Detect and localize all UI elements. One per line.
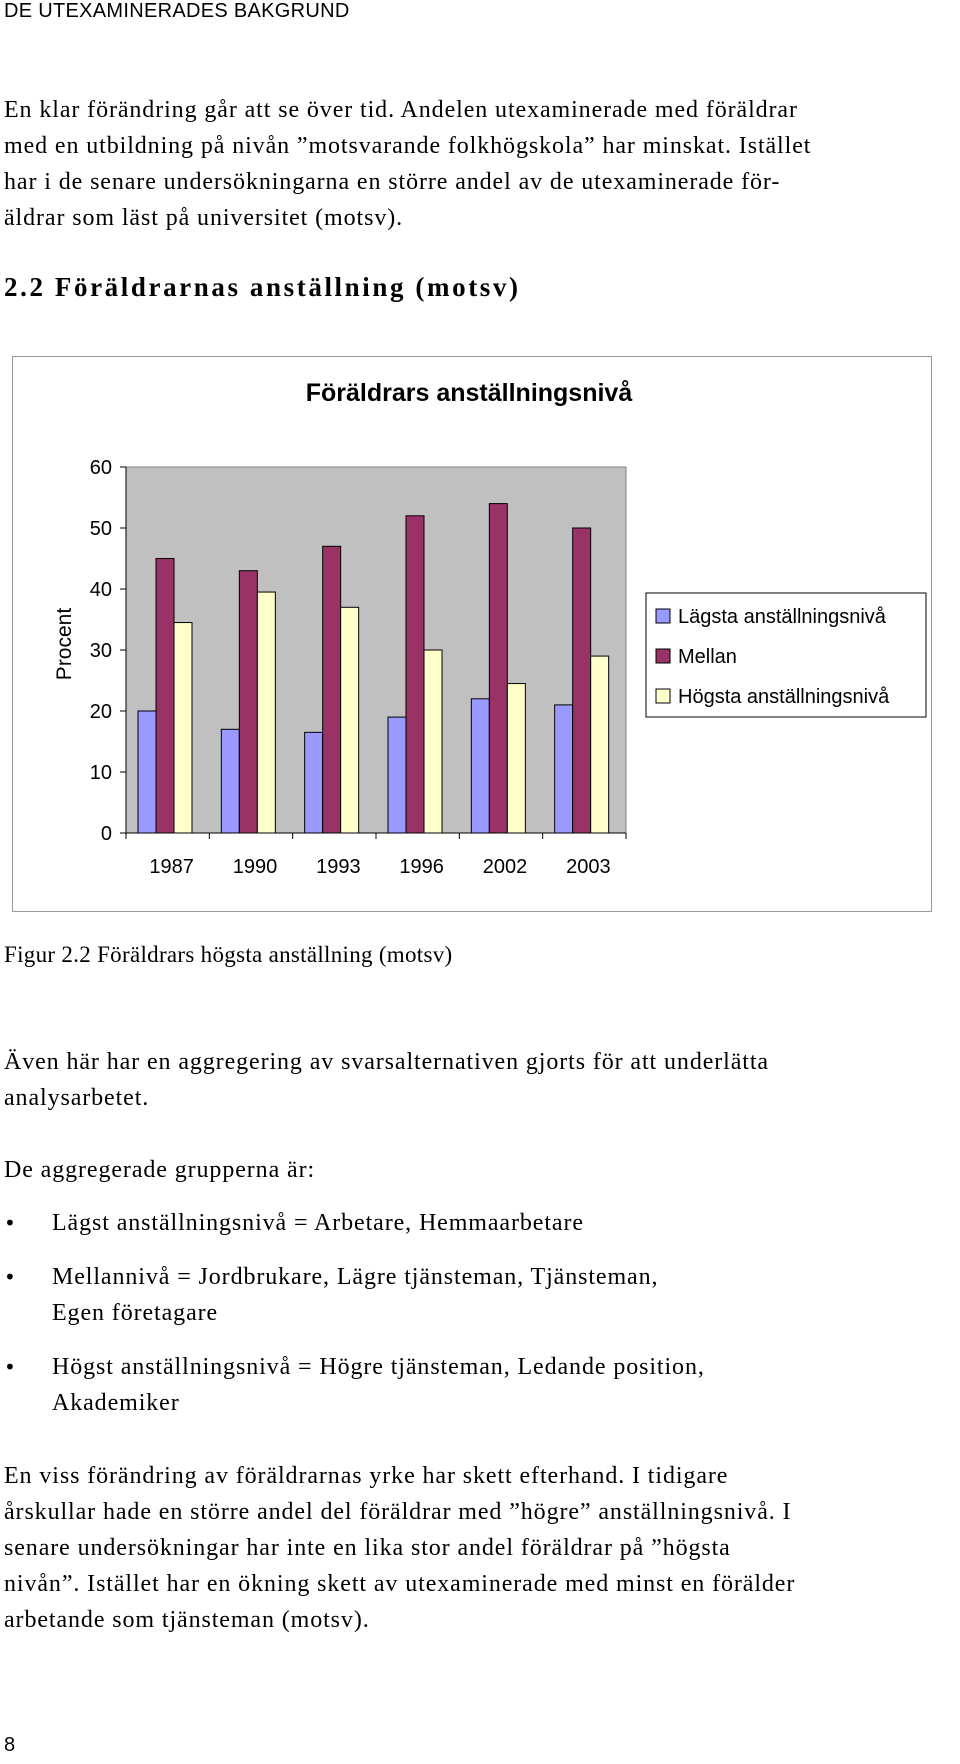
legend-label-2: Mellan bbox=[678, 646, 737, 668]
x-tick-label: 1996 bbox=[399, 856, 444, 878]
y-tick-label: 30 bbox=[89, 640, 112, 662]
bar-3-1993 bbox=[341, 607, 359, 833]
chart-frame bbox=[12, 356, 932, 912]
y-tick-label: 40 bbox=[89, 579, 112, 601]
bar-2-1987 bbox=[156, 559, 174, 834]
bar-3-1996 bbox=[424, 650, 442, 833]
bar-1-2002 bbox=[471, 699, 489, 833]
bullet-2-line-1: Mellannivå = Jordbrukare, Lägre tjänsteman, Tjänsteman, bbox=[52, 1264, 659, 1290]
bar-1-1996 bbox=[388, 717, 406, 833]
x-tick-label: 1993 bbox=[316, 856, 361, 878]
para3-line-3: senare undersökningar har inte en lika stor andel föräldrar på ”högsta bbox=[4, 1535, 731, 1561]
bullet-1-line-1: Lägst anställningsnivå = Arbetare, Hemmaarbetare bbox=[52, 1210, 584, 1236]
x-tick-label: 2002 bbox=[482, 856, 528, 878]
section-title: 2.2 Föräldrarnas anställning (motsv) bbox=[4, 272, 521, 302]
bar-3-2002 bbox=[507, 684, 525, 833]
bullet-3-line-1: Högst anställningsnivå = Högre tjänsteman, Ledande position, bbox=[52, 1354, 705, 1380]
bullet-item-3 bbox=[4, 1349, 956, 1421]
y-axis-label: Procent bbox=[53, 607, 76, 681]
para3-line-1: En viss förändring av föräldrarnas yrke har skett efterhand. I tidigare bbox=[4, 1463, 729, 1489]
bar-2-1993 bbox=[323, 546, 341, 833]
bar-1-1987 bbox=[138, 711, 156, 833]
legend-label-1: Lägsta anställningsnivå bbox=[678, 606, 886, 628]
page-number: 8 bbox=[4, 1734, 16, 1756]
bullet-item-2 bbox=[4, 1259, 956, 1331]
bar-chart bbox=[13, 357, 933, 913]
para2-line-1: Även här har en aggregering av svarsalternativen gjorts för att underlätta bbox=[4, 1049, 769, 1075]
x-tick-label: 1987 bbox=[149, 856, 194, 878]
groups-intro: De aggregerade grupperna är: bbox=[4, 1157, 316, 1183]
bar-1-1993 bbox=[305, 732, 323, 833]
bullet-item-1 bbox=[4, 1205, 956, 1241]
bullet-icon: • bbox=[4, 1355, 17, 1379]
legend-swatch-1 bbox=[656, 609, 670, 623]
bar-3-2003 bbox=[591, 656, 609, 833]
y-tick-label: 60 bbox=[89, 457, 112, 479]
intro-line-2: med en utbildning på nivån ”motsvarande folkhögskola” har minskat. Istället bbox=[4, 133, 812, 159]
para3-line-5: arbetande som tjänsteman (motsv). bbox=[4, 1607, 370, 1633]
para2-line-2: analysarbetet. bbox=[4, 1085, 150, 1111]
plot-area bbox=[126, 467, 626, 833]
bar-2-1990 bbox=[239, 571, 257, 833]
legend-swatch-2 bbox=[656, 649, 670, 663]
bullet-icon: • bbox=[4, 1211, 17, 1235]
intro-line-3: har i de senare undersökningarna en större andel av de utexaminerade för- bbox=[4, 169, 781, 195]
para3-line-2: årskullar hade en större andel del föräldrar med ”högre” anställningsnivå. I bbox=[4, 1499, 792, 1525]
running-header: DE UTEXAMINERADES BAKGRUND bbox=[4, 0, 350, 22]
para3-line-4: nivån”. Istället har en ökning skett av utexaminerade med minst en förälder bbox=[4, 1571, 796, 1597]
legend-swatch-3 bbox=[656, 689, 670, 703]
bar-3-1987 bbox=[174, 623, 192, 833]
bar-1-1990 bbox=[221, 729, 239, 833]
y-tick-label: 0 bbox=[100, 823, 112, 845]
intro-line-1: En klar förändring går att se över tid. Andelen utexaminerade med föräldrar bbox=[4, 97, 798, 123]
bullet-3-line-2: Akademiker bbox=[52, 1390, 180, 1416]
chart-title: Föräldrars anställningsnivå bbox=[305, 379, 633, 407]
bar-2-2003 bbox=[573, 528, 591, 833]
y-tick-label: 10 bbox=[89, 762, 112, 784]
x-tick-label: 2003 bbox=[566, 856, 611, 878]
bullet-2-line-2: Egen företagare bbox=[52, 1300, 219, 1326]
bullet-icon: • bbox=[4, 1265, 17, 1289]
x-tick-label: 1990 bbox=[232, 856, 278, 878]
bar-3-1990 bbox=[257, 592, 275, 833]
y-tick-label: 20 bbox=[89, 701, 112, 723]
figure-caption: Figur 2.2 Föräldrars högsta anställning (motsv) bbox=[4, 942, 453, 967]
legend-label-3: Högsta anställningsnivå bbox=[678, 686, 890, 708]
intro-line-4: äldrar som läst på universitet (motsv). bbox=[4, 205, 404, 231]
bar-2-1996 bbox=[406, 516, 424, 833]
y-tick-label: 50 bbox=[89, 518, 112, 540]
bar-1-2003 bbox=[555, 705, 573, 833]
bar-2-2002 bbox=[489, 504, 507, 833]
